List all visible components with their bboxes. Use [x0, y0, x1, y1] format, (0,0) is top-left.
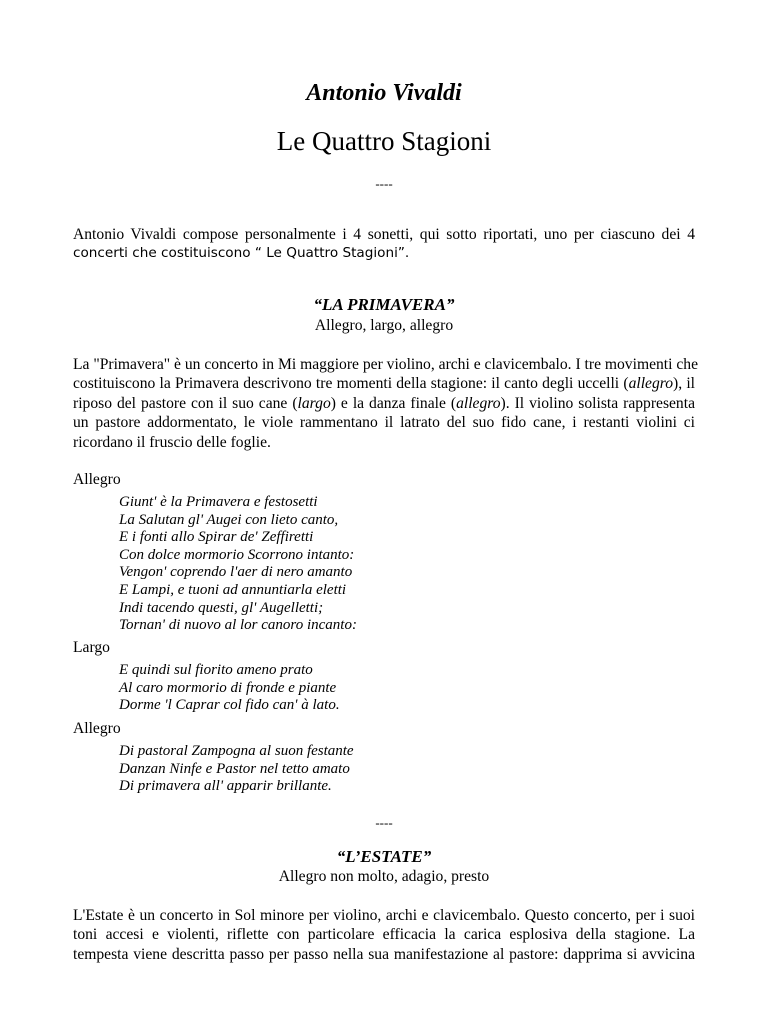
estate-tempi: Allegro non molto, adagio, presto: [278, 868, 490, 885]
primavera-paragraph: [73, 355, 698, 452]
sonnet-stanza: [119, 494, 357, 635]
verse-line: La Salutan gl' Augei con lieto canto,: [119, 511, 339, 528]
verse-line: E Lampi, e tuoni ad annuntiarla eletti: [119, 581, 347, 598]
paragraph-line: un pastore addormentato, le viole rammentano il latrato del suo fido cane, i restanti violini ci: [73, 414, 695, 432]
verse-line: Con dolce mormorio Scorrono intanto:: [119, 546, 355, 563]
paragraph-line: ricordano il fruscio delle foglie.: [73, 433, 271, 451]
verse-line: Di pastoral Zampogna al suon festante: [119, 743, 354, 759]
verse-line: Indi tacendo questi, gl' Augelletti;: [119, 599, 324, 616]
page-title: Le Quattro Stagioni: [276, 126, 492, 156]
movement-label: Allegro: [73, 471, 121, 488]
paragraph-line: L'Estate è un concerto in Sol minore per violino, archi e clavicembalo. Questo concerto, per i suoi: [73, 907, 695, 924]
estate-paragraph: [73, 906, 695, 964]
verse-line: Vengon' coprendo l'aer di nero amanto: [119, 564, 353, 581]
primavera-tempi: Allegro, largo, allegro: [314, 317, 454, 334]
verse-line: E quindi sul fiorito ameno prato: [119, 662, 313, 678]
sonnet-stanza: [119, 662, 340, 715]
primavera-heading: “LA PRIMAVERA”: [313, 295, 455, 314]
movement-label: Largo: [73, 639, 110, 656]
sonnet-stanza: [119, 743, 354, 796]
intro-line: concerti che costituiscono “ Le Quattro Stagioni”.: [73, 245, 410, 262]
verse-line: Al caro mormorio di fronde e piante: [119, 679, 337, 696]
verse-line: Dorme 'l Caprar col fido can' à lato.: [119, 697, 340, 714]
intro-line: Antonio Vivaldi compose personalmente i 4 sonetti, qui sotto riportati, uno per ciascuno dei 4: [73, 226, 695, 243]
verse-line: Tornan' di nuovo al lor canoro incanto:: [119, 617, 357, 634]
separator: ----: [375, 815, 393, 830]
paragraph-line: tempesta viene descritta passo per passo nella sua manifestazione al pastore: dapprima si avvicina: [73, 945, 695, 963]
paragraph-line: riposo del pastore con il suo cane (largo) e la danza finale (allegro). Il violino solista rappresenta: [73, 394, 695, 412]
verse-line: E i fonti allo Spirar de' Zeffiretti: [119, 529, 314, 546]
movement-label: Allegro: [73, 720, 121, 737]
paragraph-line: toni accesi e violenti, riflette con particolare efficacia la carica esplosiva della stagione. La: [73, 926, 695, 944]
author-heading: Antonio Vivaldi: [306, 80, 462, 106]
estate-heading: “L’ESTATE”: [336, 847, 432, 866]
paragraph-line: costituiscono la Primavera descrivono tre momenti della stagione: il canto degli uccelli (allegro), il: [73, 375, 696, 393]
separator: ----: [375, 176, 393, 191]
paragraph-line: La "Primavera" è un concerto in Mi maggiore per violino, archi e clavicembalo. I tre movimenti che: [73, 356, 698, 373]
verse-line: Danzan Ninfe e Pastor nel tetto amato: [119, 760, 350, 777]
intro-paragraph: [73, 225, 695, 264]
verse-line: Giunt' è la Primavera e festosetti: [119, 494, 318, 510]
verse-line: Di primavera all' apparir brillante.: [119, 778, 332, 795]
